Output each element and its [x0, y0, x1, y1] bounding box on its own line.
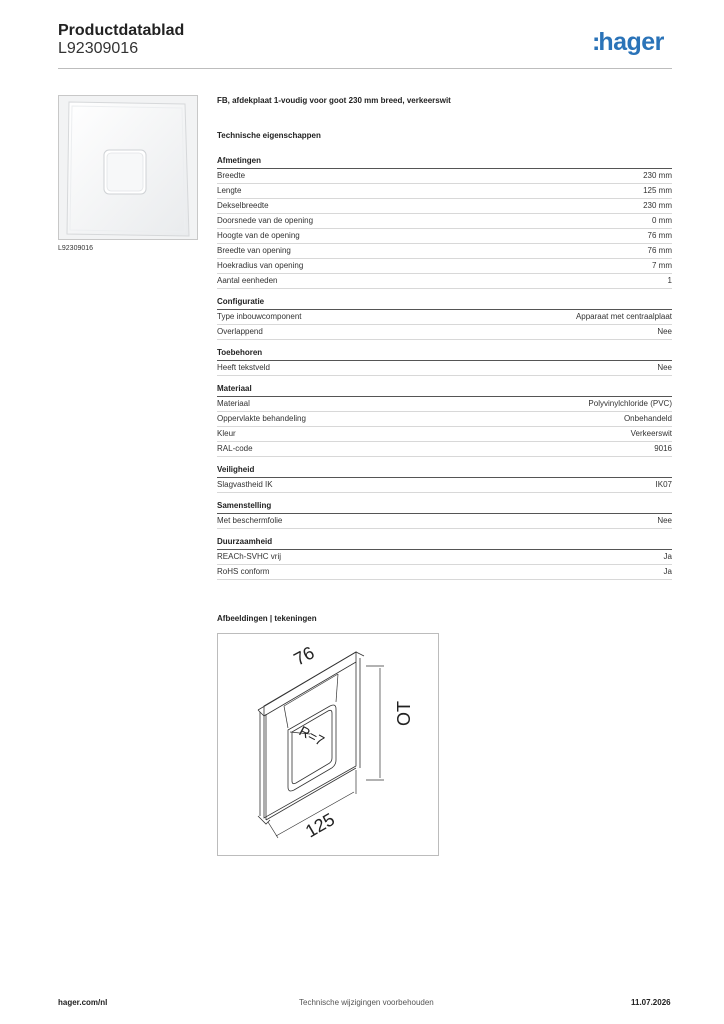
spec-label: RAL-code — [217, 444, 253, 453]
dim-width-label: 76 — [290, 642, 318, 670]
spec-row — [217, 397, 672, 412]
spec-value: Ja — [663, 567, 672, 576]
spec-label: Lengte — [217, 186, 242, 195]
spec-section — [217, 346, 672, 376]
spec-value: 1 — [667, 276, 672, 285]
spec-section — [217, 463, 672, 493]
spec-label: Dekselbreedte — [217, 201, 269, 210]
spec-value: Nee — [657, 516, 672, 525]
product-code: L92309016 — [58, 40, 139, 57]
hager-logo — [592, 28, 664, 57]
spec-value: Nee — [657, 327, 672, 336]
spec-value: 9016 — [654, 444, 672, 453]
spec-row — [217, 199, 672, 214]
section-heading: Toebehoren — [217, 346, 672, 361]
spec-section — [217, 499, 672, 529]
spec-row — [217, 229, 672, 244]
cover-plate-image — [59, 96, 199, 241]
spec-label: Hoogte van de opening — [217, 231, 300, 240]
section-heading: Samenstelling — [217, 499, 672, 514]
footer-disclaimer: Technische wijzigingen voorbehouden — [299, 998, 434, 1007]
dimension-drawing — [218, 634, 440, 857]
spec-row — [217, 259, 672, 274]
spec-row — [217, 310, 672, 325]
spec-value: Ja — [663, 552, 672, 561]
section-heading: Materiaal — [217, 382, 672, 397]
spec-value: 230 mm — [643, 171, 672, 180]
spec-label: Overlappend — [217, 327, 263, 336]
logo-dots-icon: : — [592, 28, 599, 56]
spec-row — [217, 325, 672, 340]
section-heading: Afmetingen — [217, 154, 672, 169]
spec-row — [217, 565, 672, 580]
spec-label: RoHS conform — [217, 567, 270, 576]
spec-row — [217, 427, 672, 442]
spec-value: Apparaat met centraalplaat — [575, 312, 672, 321]
spec-label: Breedte — [217, 171, 246, 180]
spec-label: Oppervlakte behandeling — [217, 414, 306, 423]
spec-row — [217, 244, 672, 259]
spec-row — [217, 184, 672, 199]
section-heading: Veiligheid — [217, 463, 672, 478]
spec-label: Aantal eenheden — [217, 276, 278, 285]
spec-row — [217, 412, 672, 427]
drawings-heading: Afbeeldingen | tekeningen — [217, 614, 317, 623]
spec-value: Onbehandeld — [623, 414, 672, 423]
spec-label: Met beschermfolie — [217, 516, 283, 525]
spec-value: Nee — [657, 363, 672, 372]
spec-value: IK07 — [655, 480, 672, 489]
spec-value: Polyvinylchloride (PVC) — [588, 399, 672, 408]
spec-value: 0 mm — [652, 216, 672, 225]
page-title: Productdatablad — [58, 22, 185, 39]
spec-section — [217, 382, 672, 457]
spec-section — [217, 154, 672, 289]
spec-section — [217, 535, 672, 580]
dim-height-label: OT — [394, 701, 414, 726]
footer-date: 11.07.2026 — [631, 998, 671, 1007]
spec-row — [217, 214, 672, 229]
header-divider — [58, 68, 672, 69]
spec-row — [217, 442, 672, 457]
spec-row — [217, 361, 672, 376]
spec-label: REACh-SVHC vrij — [217, 552, 282, 561]
product-description: FB, afdekplaat 1-voudig voor goot 230 mm breed, verkeerswit — [217, 96, 451, 105]
section-heading: Configuratie — [217, 295, 672, 310]
spec-label: Materiaal — [217, 399, 250, 408]
spec-row — [217, 514, 672, 529]
spec-label: Slagvastheid IK — [217, 480, 273, 489]
spec-label: Type inbouwcomponent — [217, 312, 302, 321]
dim-radius-label: R=7 — [296, 722, 328, 749]
spec-value: 76 mm — [647, 246, 672, 255]
spec-value: 7 mm — [652, 261, 672, 270]
spec-label: Hoekradius van opening — [217, 261, 304, 270]
tech-heading: Technische eigenschappen — [217, 131, 321, 140]
spec-tables — [217, 154, 672, 586]
spec-section — [217, 295, 672, 340]
thumbnail-caption: L92309016 — [58, 245, 94, 252]
spec-value: Verkeerswit — [630, 429, 672, 438]
spec-row — [217, 550, 672, 565]
spec-value: 76 mm — [647, 231, 672, 240]
section-heading: Duurzaamheid — [217, 535, 672, 550]
spec-value: 125 mm — [643, 186, 672, 195]
spec-row — [217, 274, 672, 289]
spec-label: Breedte van opening — [217, 246, 291, 255]
footer-website[interactable]: hager.com/nl — [58, 998, 108, 1007]
spec-label: Kleur — [217, 429, 236, 438]
dim-length-label: 125 — [302, 809, 339, 842]
spec-label: Heeft tekstveld — [217, 363, 270, 372]
spec-label: Doorsnede van de opening — [217, 216, 314, 225]
spec-value: 230 mm — [643, 201, 672, 210]
logo-text: hager — [598, 28, 664, 56]
technical-drawing — [217, 633, 439, 856]
product-thumbnail — [58, 95, 198, 240]
spec-row — [217, 169, 672, 184]
spec-row — [217, 478, 672, 493]
